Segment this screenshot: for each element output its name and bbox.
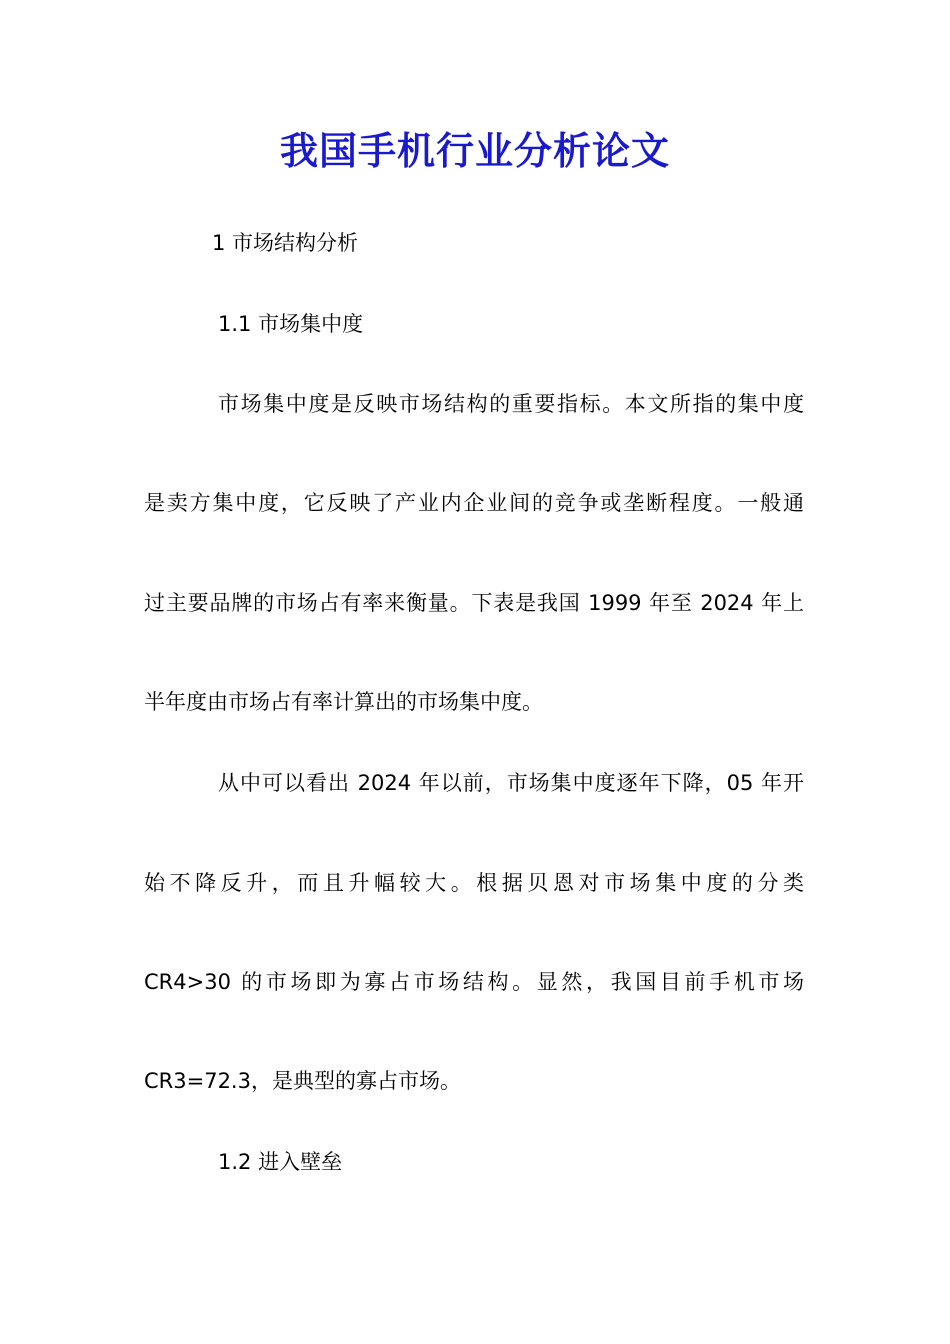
paragraph-1-line-3: 过主要品牌的市场占有率来衡量。下表是我国 1999 年至 2024 年上 bbox=[144, 591, 804, 615]
section-heading-1-1: 1.1 市场集中度 bbox=[218, 312, 364, 336]
paragraph-1-line-2: 是卖方集中度，它反映了产业内企业间的竞争或垄断程度。一般通 bbox=[144, 491, 804, 515]
paragraph-2-line-3: CR4>30 的市场即为寡占市场结构。显然，我国目前手机市场 bbox=[144, 970, 804, 994]
section-heading-1-2: 1.2 进入壁垒 bbox=[218, 1150, 343, 1174]
paragraph-2-line-2: 始不降反升，而且升幅较大。根据贝恩对市场集中度的分类 bbox=[144, 871, 804, 895]
paragraph-1-line-1: 市场集中度是反映市场结构的重要指标。本文所指的集中度 bbox=[218, 392, 804, 416]
paragraph-2-line-1: 从中可以看出 2024 年以前，市场集中度逐年下降，05 年开 bbox=[218, 771, 804, 795]
document-title: 我国手机行业分析论文 bbox=[279, 128, 670, 173]
paragraph-1-line-4: 半年度由市场占有率计算出的市场集中度。 bbox=[144, 690, 543, 714]
section-heading-1: 1 市场结构分析 bbox=[212, 231, 359, 255]
paragraph-2-line-4: CR3=72.3，是典型的寡占市场。 bbox=[144, 1069, 461, 1093]
